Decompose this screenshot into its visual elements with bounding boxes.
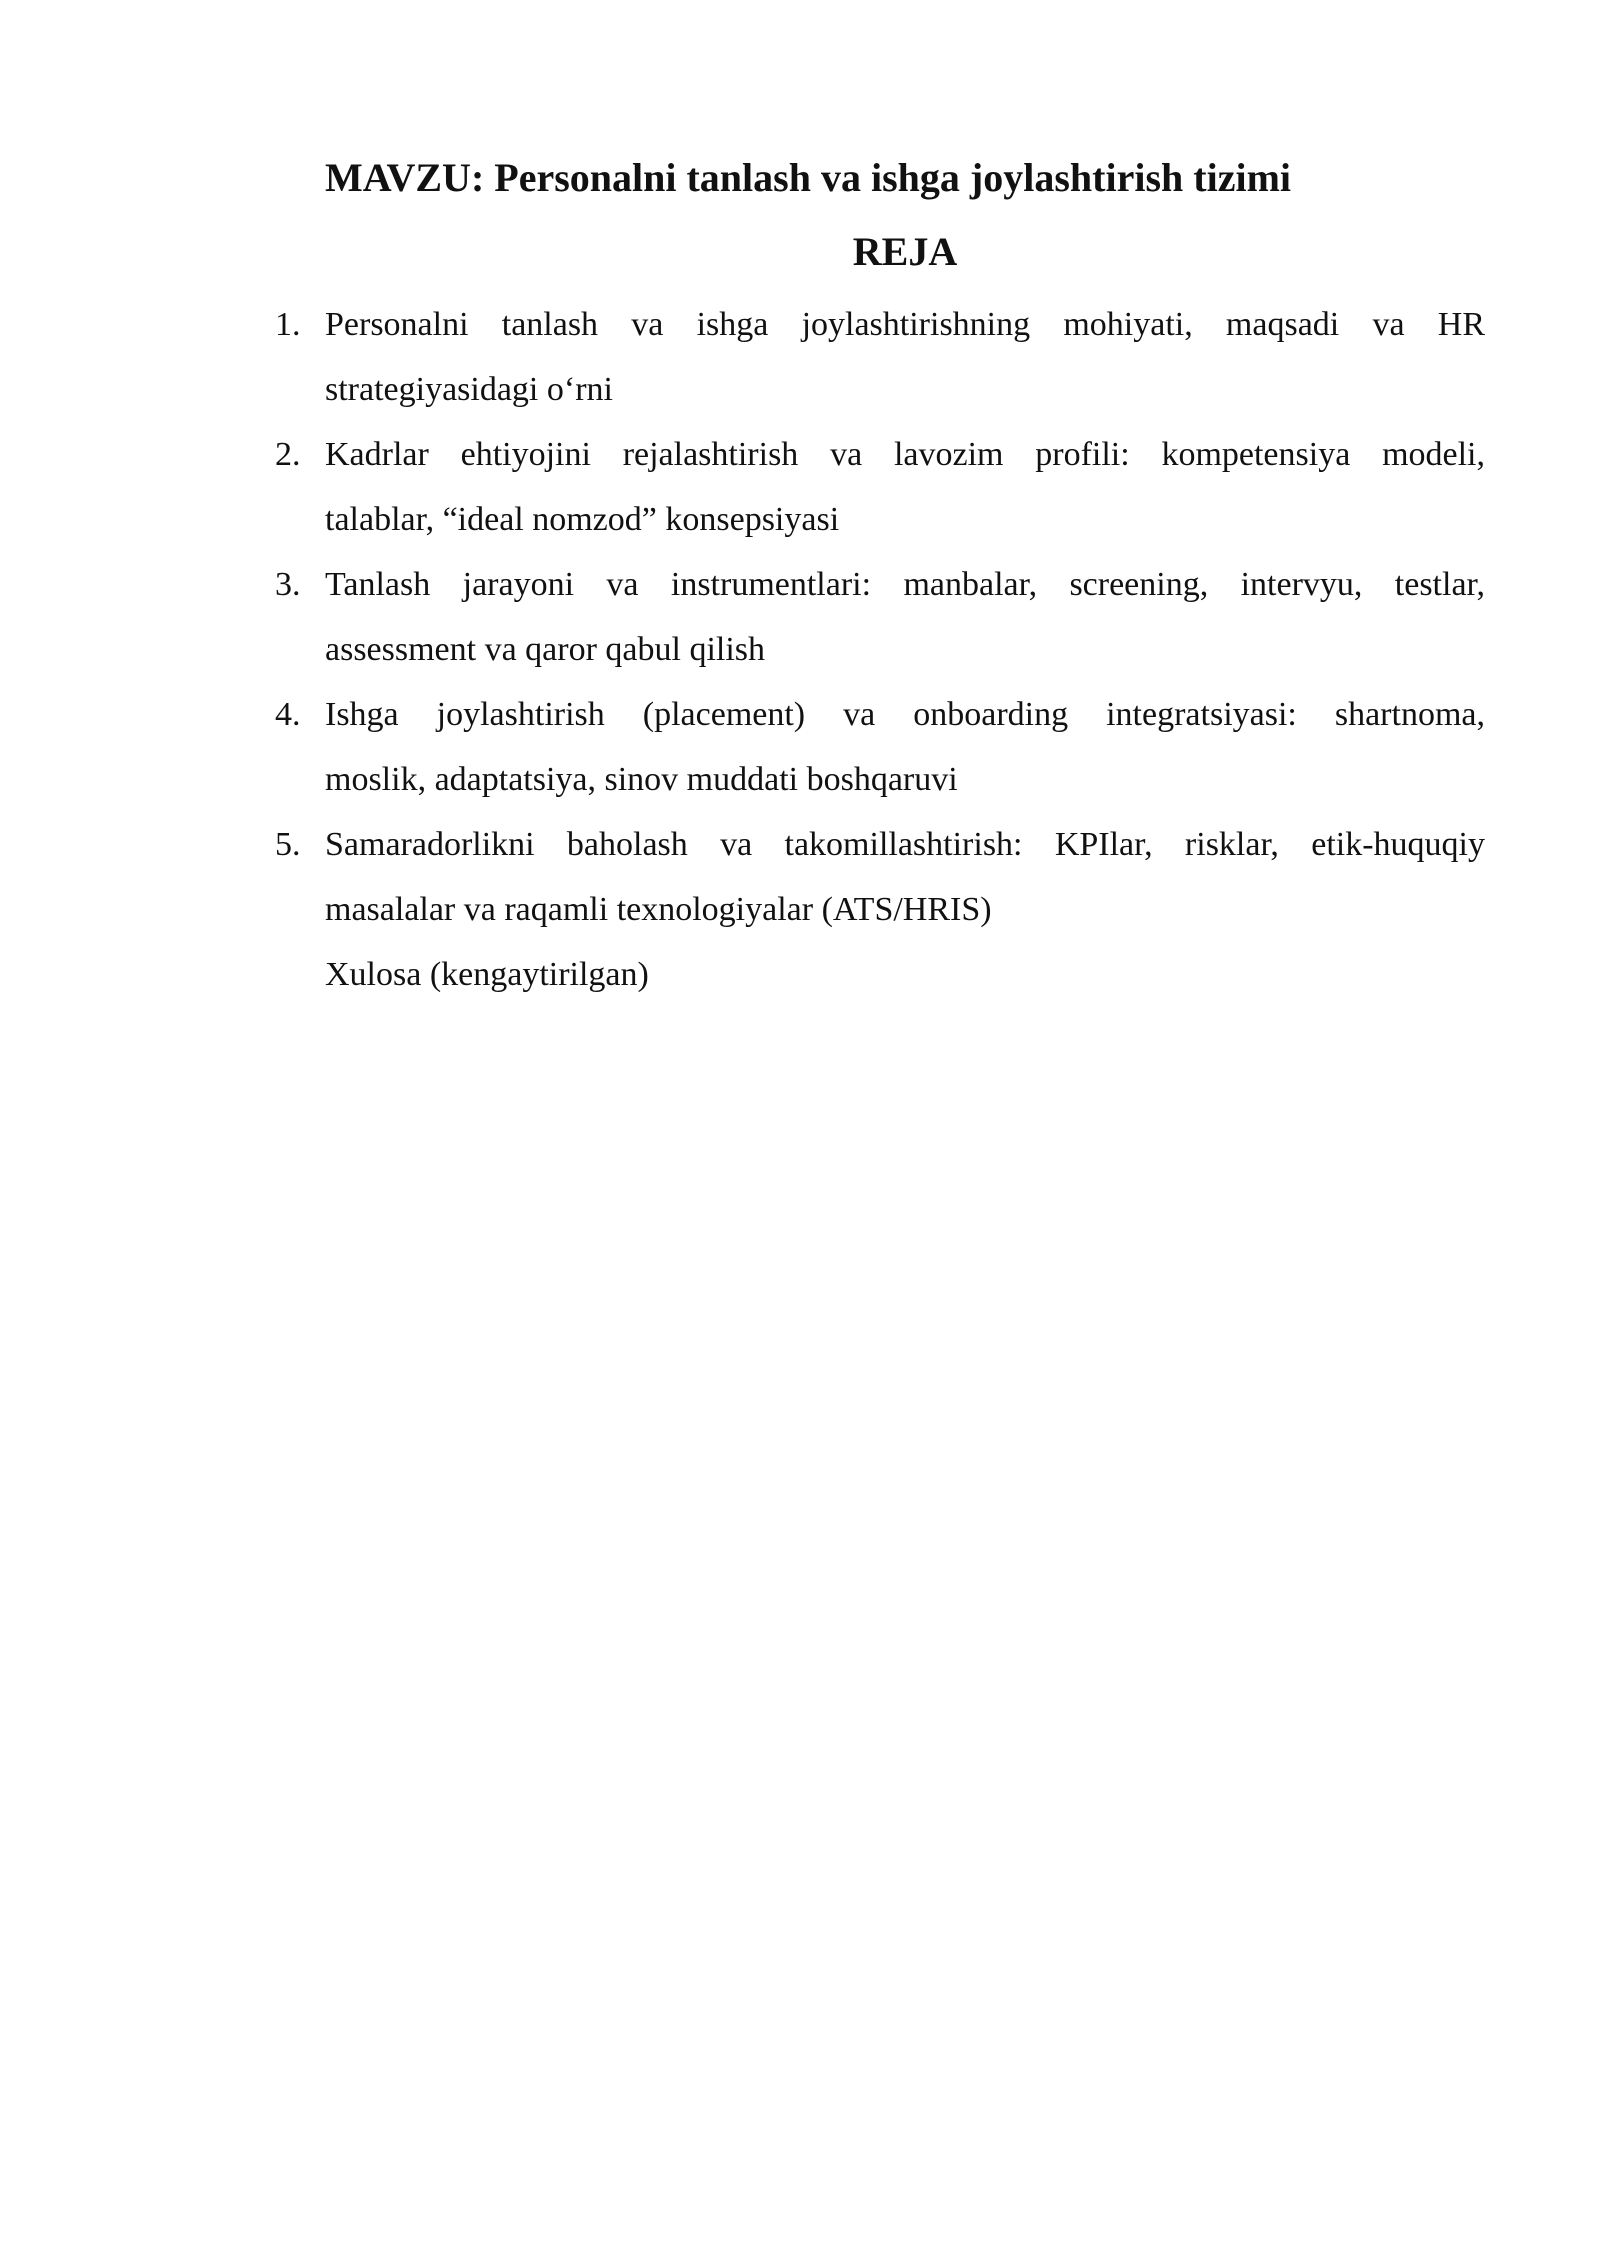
plan-item-4 <box>275 682 1485 812</box>
plan-item-number: 3. <box>275 566 301 603</box>
plan-item-text-line2: masalalar va raqamli texnologiyalar (ATS/HRIS) <box>325 891 992 928</box>
plan-item-1 <box>275 292 1485 422</box>
plan-item-number: 5. <box>275 826 301 863</box>
plan-heading: REJA <box>852 229 958 274</box>
plan-conclusion: Xulosa (kengaytirilgan) <box>325 956 649 993</box>
plan-item-2 <box>275 422 1485 552</box>
plan-item-number: 1. <box>275 306 301 343</box>
plan-item-number: 2. <box>275 436 301 473</box>
plan-item-text-line1: Tanlash jarayoni va instrumentlari: manbalar, screening, intervyu, testlar, <box>325 566 1485 603</box>
plan-item-3 <box>275 552 1485 682</box>
plan-list <box>275 292 1485 1007</box>
plan-item-text-line1: Samaradorlikni baholash va takomillashtirish: KPIlar, risklar, etik-huquqiy <box>325 826 1485 863</box>
plan-item-text-line2: moslik, adaptatsiya, sinov muddati boshqaruvi <box>325 761 958 798</box>
plan-item-5 <box>275 812 1485 942</box>
plan-item-text-line1: Personalni tanlash va ishga joylashtirishning mohiyati, maqsadi va HR <box>325 306 1485 343</box>
plan-item-text-line1: Kadrlar ehtiyojini rejalashtirish va lavozim profili: kompetensiya modeli, <box>325 436 1485 473</box>
plan-item-text-line2: talablar, “ideal nomzod” konsepsiyasi <box>325 501 840 538</box>
plan-item-number: 4. <box>275 696 301 733</box>
document-title: MAVZU: Personalni tanlash va ishga joylashtirish tizimi <box>325 155 1291 200</box>
plan-item-text-line1: Ishga joylashtirish (placement) va onboarding integratsiyasi: shartnoma, <box>325 696 1485 733</box>
plan-item-text-line2: strategiyasidagi o‘rni <box>325 371 613 408</box>
plan-item-text-line2: assessment va qaror qabul qilish <box>325 631 766 668</box>
